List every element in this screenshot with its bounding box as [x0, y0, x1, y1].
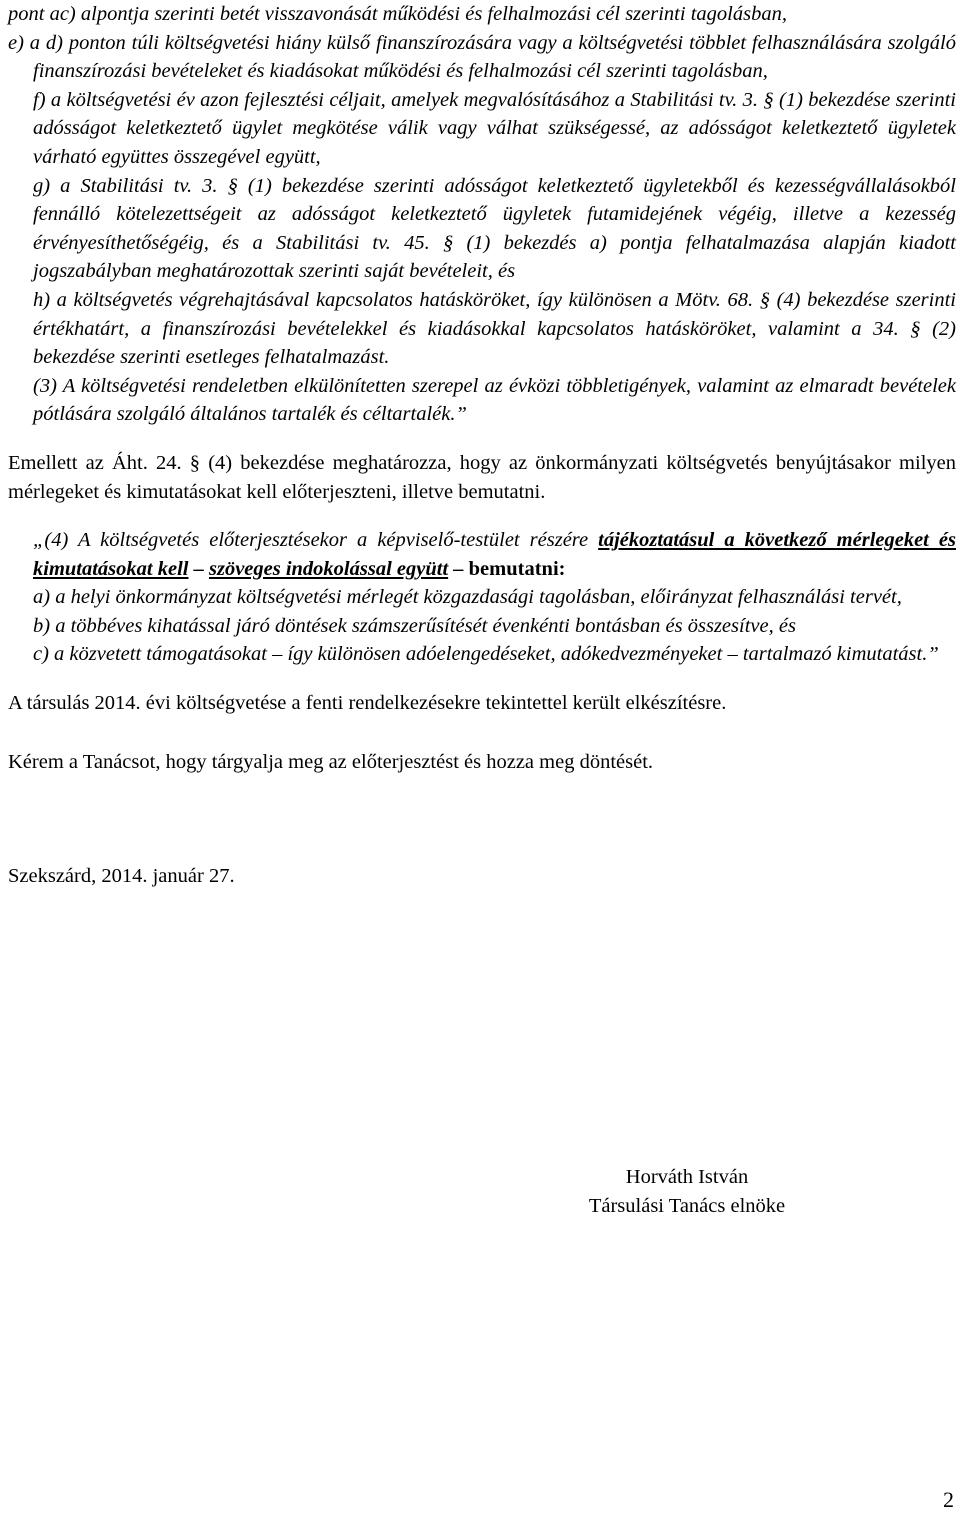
quote-4-justification: szöveges indokolással együtt — [208, 557, 449, 580]
list-item-c: c) a közvetett támogatásokat – így különösen adóelengedéseket, adókedvezményeket – tartalmazó kimutatást.” — [33, 643, 939, 666]
document-page — [8, 0, 956, 891]
list-item-h: h) a költségvetés végrehajtásával kapcsolatos hatásköröket, így különösen a Mötv. 68. § (4) bekezdése szerinti értékhatárt, a finanszírozási bevételekkel és kiadásokkal kapcsolatos hatásköröket, valamint a 34. § (2) bekezdése szerinti esetleges felhatalmazást. — [33, 288, 956, 369]
paragraph-kerem: Kérem a Tanácsot, hogy tárgyalja meg az előterjesztést és hozza meg döntését. — [8, 750, 654, 773]
list-item-g: g) a Stabilitási tv. 3. § (1) bekezdése szerinti adósságot keletkeztető ügyletekből és kezességvállalásokból fennálló kötelezettségeit az adósságot keletkeztető ügyletek futamidejének végéig, illetve a kezesség érvényesíthetőségéig, és a Stabilitási tv. 45. § (1) bekezdés a) pontja felhatalmazása alapján kiadott jogszabályban meghatározottak szerinti saját bevételeit, és — [33, 174, 956, 283]
signature-block — [537, 1163, 837, 1220]
list-item-f: f) a költségvetési év azon fejlesztési céljait, amelyek megvalósításához a Stabilitási tv. 3. § (1) bekezdése szerinti adósságot keletkeztető ügylet megkötése válik vagy válhat szükségessé, az adósságot keletkeztető ügyletek várható együttes összegével együtt, — [33, 88, 956, 168]
date-line: Szekszárd, 2014. január 27. — [8, 865, 235, 888]
list-item-a: a) a helyi önkormányzat költségvetési mérlegét közgazdasági tagolásban, előirányzat felhasználási tervét, — [33, 586, 902, 609]
quote-4-present: bemutatni: — [468, 557, 566, 580]
list-item-b: b) a többéves kihatással járó döntések számszerűsítését évenkénti bontásban és összesítve, és — [33, 614, 796, 637]
paragraph-3: (3) A költségvetési rendeletben elkülönítetten szerepel az évközi többletigények, valamint az elmaradt bevételek pótlására szolgáló általános tartalék és céltartalék.” — [33, 374, 956, 426]
quote-paragraph-4 — [8, 526, 956, 583]
quote-4-intro: „(4) A költségvetés előterjesztésekor a képviselő-testület részére — [33, 529, 599, 552]
signature-title: Társulási Tanács elnöke — [588, 1194, 786, 1217]
paragraph-continuation: pont ac) alpontja szerinti betét visszavonását működési és felhalmozási cél szerinti tagolásban, — [8, 3, 787, 25]
page-number: 2 — [943, 1487, 954, 1512]
list-item-e: e) a d) ponton túli költségvetési hiány külső finanszírozására vagy a költségvetési többlet felhasználására szolgáló finanszírozási bevételeket és kiadásokat működési és felhalmozási cél szerinti tagolásban, — [8, 31, 956, 83]
signature-name: Horváth István — [625, 1166, 749, 1188]
quote-4-emphasis: tájékoztatásul a következő mérlegeket és kimutatásokat kell — [33, 529, 956, 580]
paragraph-tarsulas: A társulás 2014. évi költségvetése a fenti rendelkezésekre tekintettel került elkészítésre. — [8, 692, 727, 715]
paragraph-emellett: Emellett az Áht. 24. § (4) bekezdése meghatározza, hogy az önkormányzati költségvetés benyújtásakor milyen mérlegeket és kimutatásokat kell előterjeszteni, illetve bemutatni. — [8, 451, 956, 503]
quote-4-dash-2: – — [448, 557, 469, 580]
quote-4-dash-1: – — [188, 557, 209, 580]
